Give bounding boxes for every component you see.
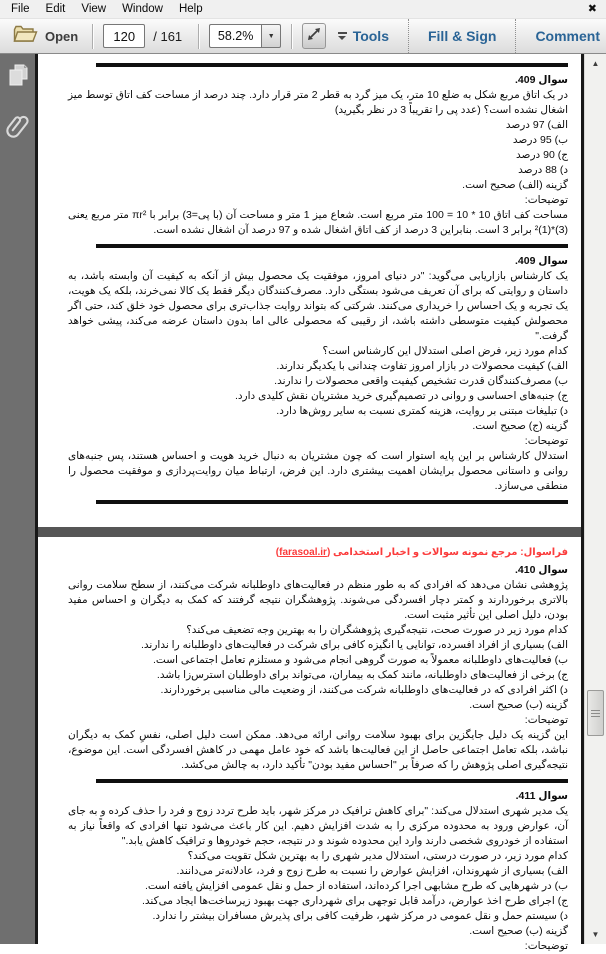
document-text-line: الف) بسیاری از شهروندان، افزایش عوارض را نسبت به طرح زوج و فرد، عادلانه‌تر می‌دانند. (176, 865, 568, 877)
fill-sign-tab[interactable]: Fill & Sign (427, 28, 497, 44)
menu-window[interactable]: Window (122, 3, 163, 15)
zoom-level-input[interactable] (209, 24, 261, 48)
document-text-line: ب) مصرف‌کنندگان قدرت تشخیص کیفیت واقعی محصولات را ندارند. (274, 375, 568, 387)
toolbar (0, 19, 606, 54)
document-text-line: مساحت کف اتاق 10 * 10 = 100 متر مربع است. شعاع میز 1 متر و مساحت آن (با پی=3) برابر با πr² متر مربع یعنی (3)*(1)² برابر 3 است. بنابراین 3 درصد از کف اتاق اشغال شده و 97 درصد آن اشغال نشده است. (68, 209, 569, 236)
document-text-line: ج) جنبه‌های احساسی و روانی در تصمیم‌گیری خرید مشتریان نقش کلیدی دارد. (234, 390, 568, 402)
document-text-line: ب) 95 درصد (512, 134, 568, 146)
question-number: سوال 411. (515, 790, 568, 802)
folder-icon (13, 25, 38, 48)
tools-tab[interactable]: Tools (352, 28, 389, 44)
document-text-line: د) اکثر افرادی که در فعالیت‌های داوطلبانه شرکت می‌کنند، از وضعیت مالی مناسبی برخوردارند. (160, 684, 568, 696)
open-button-label: Open (45, 28, 79, 44)
watermark-line (68, 540, 568, 563)
document-text-line: کدام مورد زیر، در صورت درستی، استدلال مدیر شهری را به بهترین شکل تقویت می‌کند؟ (187, 850, 568, 862)
watermark-text: ) (275, 547, 280, 558)
page-gap (38, 527, 581, 537)
document-text-line: ب) در شهرهایی که طرح مشابهی اجرا کرده‌اند، استفاده از حمل و نقل عمومی افزایش یافته است. (144, 880, 568, 892)
menu-help[interactable]: Help (178, 3, 203, 15)
zoom-dropdown-button[interactable]: ▼ (261, 24, 281, 48)
toolbar-separator (92, 24, 93, 49)
thumb-grip (591, 716, 600, 717)
paperclip-icon (6, 112, 30, 149)
thumb-grip (591, 710, 600, 711)
document-text-line: استدلال کارشناس بر این پایه استوار است که چون مشتریان به دنبال خرید هویت و احساس هستند، پس جنبه‌های روانی و داستانی محصول برایشان اهمیت بیشتری دارد. این فرض، ارتباط میان روایت‌پردازی و موفقیت محصول را منطقی می‌سازد. (68, 450, 568, 492)
menu-file[interactable]: File (11, 3, 30, 15)
document-text-line: کدام مورد زیر، فرض اصلی استدلال این کارشناس است؟ (322, 345, 568, 357)
pdf-page-2 (38, 537, 581, 954)
scroll-mode-button[interactable] (302, 23, 326, 49)
overflow-bar-icon (338, 32, 347, 34)
question-divider (96, 244, 568, 248)
document-text-line: گزینه (ج) صحیح است. (472, 420, 568, 432)
menu-bar (0, 0, 606, 19)
menu-view[interactable]: View (81, 3, 107, 15)
page-thumbnails-icon (7, 63, 29, 94)
scroll-up-icon[interactable]: ▲ (591, 59, 600, 68)
toolbar-separator (198, 24, 199, 49)
page-2-content (68, 563, 568, 954)
chevron-down-icon (338, 36, 346, 40)
document-text-line: الف) بسیاری از افراد افسرده، توانایی یا انگیزه کافی برای شرکت در فعالیت‌های داوطلبانه را ندارند. (140, 639, 568, 651)
question-divider (96, 779, 568, 783)
navigation-pane (0, 54, 35, 944)
zoom-control (209, 24, 281, 48)
thumb-grip (591, 713, 600, 714)
page-number-input[interactable] (103, 24, 145, 48)
watermark-text: فراسوال: مرجع نمونه سوالات و اخبار استخدامی ( (326, 547, 568, 558)
document-text-line: یک مدیر شهری استدلال می‌کند: "برای کاهش ترافیک در مرکز شهر، باید طرح تردد زوج و فرد را حذف کرده و به جای آن، عوارض ورود به محدوده مرکزی را به شدت افزایش دهیم. این کار باعث می‌شود تنها افرادی که واقعاً نیاز به استفاده از خودروی شخصی دارند وارد این محدوده شوند و در نتیجه، حجم خودروها و ترافیک کاهش یابد." (68, 805, 568, 847)
document-text-line: د) 88 درصد (518, 164, 568, 176)
diagonal-arrows-icon (306, 26, 322, 47)
toolbar-dotted-separator (408, 19, 409, 53)
page-thumbnails-button[interactable] (4, 63, 32, 93)
vertical-scrollbar[interactable] (584, 54, 606, 944)
menu-edit[interactable]: Edit (45, 3, 66, 15)
document-text-line: ج) 90 درصد (516, 149, 568, 161)
document-text-line: کدام مورد زیر در صورت صحت، نتیجه‌گیری پژوهشگران را به بهترین وجه تضعیف می‌کند؟ (186, 624, 568, 636)
watermark-link[interactable]: farasoal.ir (279, 547, 327, 558)
question-divider (96, 500, 568, 504)
scrollbar-thumb[interactable] (587, 690, 604, 736)
document-text-line: این گزینه یک دلیل جایگزین برای بهبود سلامت روانی ارائه می‌دهد. ممکن است دلیل اصلی، نفسِ کمک به دیگران نباشد، بلکه تعامل اجتماعی حاصل از این فعالیت‌ها باشد که خود عامل مهمی در کاهش افسردگی است. این موضوع، نتیجه‌گیری اصلی پژوهش را که صرفاً بر "احساس مفید بودن" تأکید دارد، به چالش می‌کشد. (68, 729, 568, 771)
document-text-line: توضیحات: (524, 714, 568, 726)
document-text-line: الف) 97 درصد (505, 119, 568, 131)
document-text-line: گزینه (الف) صحیح است. (462, 179, 568, 191)
document-text-line: ج) اجرای طرح اخذ عوارض، درآمد قابل توجهی برای شهرداری جهت بهبود زیرساخت‌ها ایجاد می‌کند. (141, 895, 568, 907)
toolbar-separator (291, 24, 292, 49)
document-text-line: یک کارشناس بازاریابی می‌گوید: "در دنیای امروز، موفقیت یک محصول بیش از آنکه به کیفیت آن وابسته باشد، به داستان و روایتی که برای آن تعریف می‌شود بستگی دارد. مصرف‌کنندگان دیگر فقط یک کالا نمی‌خرند، بلکه یک هویت، یک تجربه و یک احساس را خریداری می‌کنند. شرکتی که بتواند روایت جذاب‌تری برای محصول خود خلق کند، حتی اگر محصولش کیفیت متوسطی داشته باشد، از رقیبی که محصولی عالی اما بدون داستان عرضه می‌کند، پیشی خواهد گرفت." (68, 270, 568, 342)
open-button[interactable] (9, 22, 82, 51)
toolbar-panels (347, 19, 606, 53)
document-text-line: د) تبلیغات مبتنی بر روایت، هزینه کمتری نسبت به سایر روش‌ها دارد. (276, 405, 568, 417)
comment-tab[interactable]: Comment (535, 28, 600, 44)
question-divider (96, 63, 568, 67)
pdf-page-1 (38, 54, 581, 527)
document-text-line: الف) کیفیت محصولات در بازار امروز تفاوت چندانی با یکدیگر ندارند. (276, 360, 568, 372)
question-number: سوال 409. (515, 255, 568, 267)
attachments-button[interactable] (4, 115, 32, 145)
question-number: سوال 409. (515, 74, 568, 86)
document-text-line: د) سیستم حمل و نقل عمومی در مرکز شهر، ظرفیت کافی برای پذیرش مسافران بیشتر را ندارد. (152, 910, 568, 922)
document-text-line: پژوهشی نشان می‌دهد که افرادی که به طور منظم در فعالیت‌های داوطلبانه شرکت می‌کنند، از سطح سلامت روانی بالاتری برخوردارند و کمتر دچار افسردگی می‌شوند. پژوهشگران نتیجه گرفتند که کمک به دیگران و احساس مفید بودن، دلیل اصلی این تأثیر مثبت است. (68, 579, 568, 621)
document-text-line: در یک اتاق مربع شکل به ضلع 10 متر، یک میز گرد به قطر 2 متر قرار دارد. چند درصد از مساحت کف اتاق توسط میز اشغال نشده است؟ (عدد پی را تقریباً 3 در نظر بگیرید) (68, 89, 569, 116)
close-icon[interactable]: ✖ (587, 3, 597, 15)
document-text-line: گزینه (ب) صحیح است. (469, 699, 568, 711)
toolbar-dotted-separator (515, 19, 516, 53)
document-text-line: گزینه (ب) صحیح است. (469, 925, 568, 937)
main-area (0, 54, 606, 952)
question-number: سوال 410. (515, 564, 568, 576)
document-text-line: توضیحات: (524, 194, 568, 206)
page-total-label: / 161 (153, 28, 183, 44)
document-viewport (35, 54, 584, 952)
document-text-line: ب) فعالیت‌های داوطلبانه معمولاً به صورت گروهی انجام می‌شود و مستلزم تعامل اجتماعی است. (153, 654, 568, 666)
document-text-line: ج) برخی از فعالیت‌های داوطلبانه، مانند کمک به بیماران، می‌تواند برای داوطلبان استرس‌زا باشد. (156, 669, 568, 681)
document-text-line: توضیحات: (524, 435, 568, 447)
scroll-down-icon[interactable]: ▼ (591, 930, 600, 939)
document-text-line: توضیحات: (524, 940, 568, 952)
toolbar-overflow-button[interactable] (338, 32, 347, 40)
